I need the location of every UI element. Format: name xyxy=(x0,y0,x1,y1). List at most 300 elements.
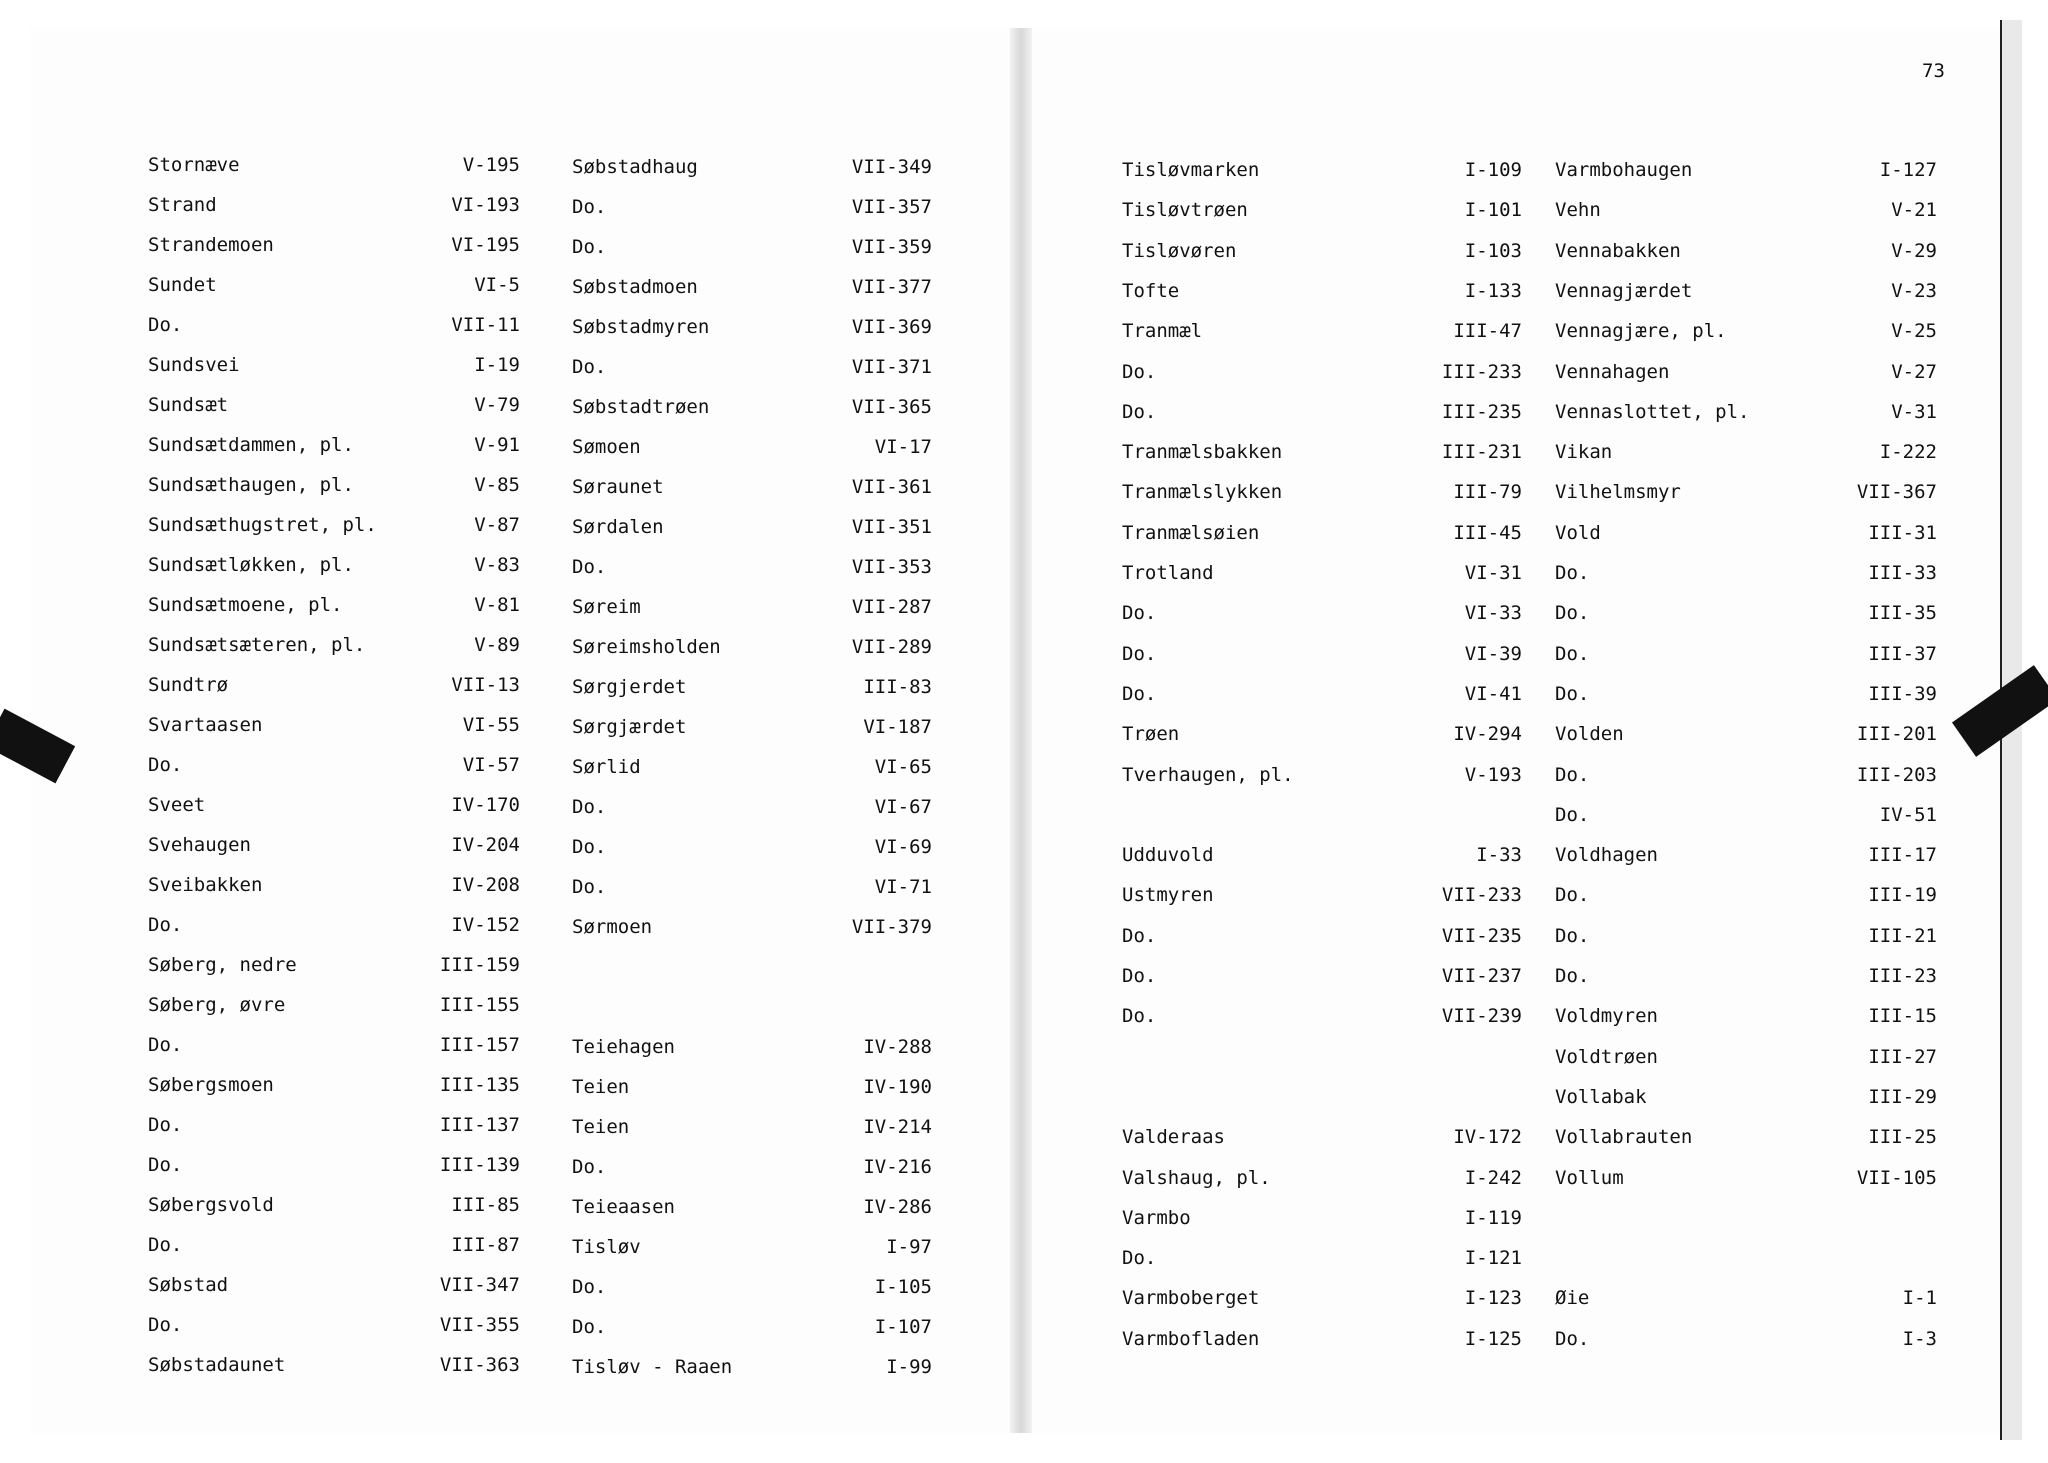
index-entry xyxy=(1122,1203,1522,1233)
volume-page-ref: I-125 xyxy=(1464,1327,1522,1350)
place-name: Sundsætdammen, pl. xyxy=(148,434,354,456)
index-entry xyxy=(572,552,932,582)
place-name: Varmbofladen xyxy=(1122,1327,1260,1350)
place-name: Do. xyxy=(572,876,607,898)
place-name: Trøen xyxy=(1122,723,1180,746)
volume-page-ref: I-99 xyxy=(886,1356,932,1378)
index-entry xyxy=(1555,1283,1937,1313)
index-entry xyxy=(1555,1243,1937,1273)
volume-page-ref: VI-41 xyxy=(1464,682,1522,705)
volume-page-ref: III-37 xyxy=(1868,642,1937,665)
place-name: Do. xyxy=(572,196,607,218)
volume-page-ref: I-1 xyxy=(1902,1287,1937,1310)
index-entry xyxy=(1555,1324,1937,1354)
volume-page-ref: III-203 xyxy=(1856,763,1937,786)
volume-page-ref: I-242 xyxy=(1464,1166,1522,1189)
volume-page-ref: III-45 xyxy=(1453,521,1522,544)
index-entry xyxy=(148,590,520,620)
volume-page-ref: I-222 xyxy=(1879,441,1937,464)
place-name: Søreim xyxy=(572,596,641,618)
volume-page-ref: VII-357 xyxy=(851,196,932,218)
index-entry xyxy=(1555,1122,1937,1152)
index-entry xyxy=(572,312,932,342)
index-entry xyxy=(1122,518,1522,548)
volume-page-ref: I-119 xyxy=(1464,1206,1522,1229)
index-entry xyxy=(1122,1042,1522,1072)
volume-page-ref: IV-190 xyxy=(863,1076,932,1098)
place-name: Do. xyxy=(148,1034,183,1056)
index-entry xyxy=(1555,518,1937,548)
index-entry xyxy=(1122,719,1522,749)
index-entry xyxy=(1555,760,1937,790)
volume-page-ref: III-19 xyxy=(1868,884,1937,907)
place-name: Søbstadtrøen xyxy=(572,396,710,418)
place-name: Sømoen xyxy=(572,436,641,458)
volume-page-ref: V-91 xyxy=(474,434,520,456)
index-entry xyxy=(1122,1122,1522,1152)
place-name: Do. xyxy=(1122,360,1157,383)
volume-page-ref: VII-351 xyxy=(851,516,932,538)
place-name: Do. xyxy=(148,1314,183,1336)
index-entry xyxy=(148,230,520,260)
volume-page-ref: III-47 xyxy=(1453,320,1522,343)
volume-page-ref: VI-31 xyxy=(1464,562,1522,584)
volume-page-ref: I-121 xyxy=(1464,1247,1522,1270)
index-entry xyxy=(1122,236,1522,266)
volume-page-ref: IV-204 xyxy=(451,834,520,856)
place-name: Do. xyxy=(1555,562,1590,584)
volume-page-ref: III-25 xyxy=(1868,1126,1937,1149)
place-name: Do. xyxy=(1555,763,1590,786)
place-name: Sundtrø xyxy=(148,674,229,696)
volume-page-ref: VII-379 xyxy=(851,916,932,938)
index-entry xyxy=(572,992,932,1022)
volume-page-ref: VI-5 xyxy=(474,274,520,296)
place-name: Vold xyxy=(1555,521,1601,544)
index-entry xyxy=(572,432,932,462)
place-name: Sundsvei xyxy=(148,354,240,376)
place-name: Tranmælsbakken xyxy=(1122,441,1283,464)
place-name: Vennaslottet, pl. xyxy=(1555,400,1750,423)
volume-page-ref: VII-233 xyxy=(1441,884,1522,907)
volume-page-ref: V-79 xyxy=(474,394,520,416)
index-entry xyxy=(148,1230,520,1260)
place-name: Do. xyxy=(1555,803,1590,826)
index-entry xyxy=(572,152,932,182)
place-name: Svehaugen xyxy=(148,834,251,856)
index-entry xyxy=(572,912,932,942)
volume-page-ref: III-33 xyxy=(1868,562,1937,584)
place-name: Do. xyxy=(1122,642,1157,665)
volume-page-ref: V-193 xyxy=(1464,763,1522,786)
volume-page-ref: IV-288 xyxy=(863,1036,932,1058)
place-name: Sveet xyxy=(148,794,206,816)
volume-page-ref: IV-208 xyxy=(451,874,520,896)
place-name: Sundsætløkken, pl. xyxy=(148,554,354,576)
index-entry xyxy=(1555,679,1937,709)
index-entry xyxy=(148,710,520,740)
place-name: Tranmælsøien xyxy=(1122,521,1260,544)
volume-page-ref: VII-289 xyxy=(851,636,932,658)
volume-page-ref: III-83 xyxy=(863,676,932,698)
place-name: Sørgjerdet xyxy=(572,676,687,698)
place-name: Do. xyxy=(148,314,183,336)
volume-page-ref: I-97 xyxy=(886,1236,932,1258)
place-name: Øie xyxy=(1555,1287,1590,1310)
place-name: Do. xyxy=(1555,1327,1590,1350)
place-name: Vikan xyxy=(1555,441,1613,464)
volume-page-ref: III-137 xyxy=(439,1114,520,1136)
volume-page-ref: I-109 xyxy=(1464,159,1522,181)
index-entry xyxy=(148,430,520,460)
place-name: Do. xyxy=(148,754,183,776)
volume-page-ref: VII-237 xyxy=(1441,965,1522,987)
place-name: Svartaasen xyxy=(148,714,263,736)
volume-page-ref: VII-367 xyxy=(1856,481,1937,504)
volume-page-ref: III-231 xyxy=(1441,441,1522,464)
volume-page-ref: V-23 xyxy=(1891,279,1937,302)
volume-page-ref: V-31 xyxy=(1891,400,1937,423)
place-name: Varmboberget xyxy=(1122,1287,1260,1310)
place-name: Søbergsvold xyxy=(148,1194,274,1216)
volume-page-ref: VII-13 xyxy=(451,674,520,696)
place-name: Tisløvtrøen xyxy=(1122,199,1248,222)
place-name: Teien xyxy=(572,1076,630,1098)
index-entry xyxy=(148,190,520,220)
place-name: Søreimsholden xyxy=(572,636,721,658)
index-entry xyxy=(1555,840,1937,870)
volume-page-ref: I-105 xyxy=(874,1276,932,1298)
volume-page-ref: VI-193 xyxy=(451,194,520,216)
index-entry xyxy=(572,1112,932,1142)
volume-page-ref: V-29 xyxy=(1891,239,1937,262)
place-name: Søbstadhaug xyxy=(572,156,698,178)
place-name: Teieaasen xyxy=(572,1196,675,1218)
place-name: Sundsæthaugen, pl. xyxy=(148,474,354,496)
place-name: Varmbo xyxy=(1122,1206,1191,1229)
volume-page-ref: VI-55 xyxy=(462,714,520,736)
index-entry xyxy=(1555,1203,1937,1233)
index-entry xyxy=(1122,1283,1522,1313)
index-entry xyxy=(1122,760,1522,790)
index-entry xyxy=(148,990,520,1020)
index-entry xyxy=(572,232,932,262)
place-name: Do. xyxy=(148,914,183,936)
volume-page-ref: V-195 xyxy=(462,154,520,176)
place-name: Ustmyren xyxy=(1122,884,1214,907)
place-name: Do. xyxy=(148,1114,183,1136)
place-name: Vollabak xyxy=(1555,1085,1647,1108)
volume-page-ref: VI-57 xyxy=(462,754,520,776)
index-entry xyxy=(148,870,520,900)
place-name: Do. xyxy=(1122,682,1157,705)
place-name: Strand xyxy=(148,194,217,216)
place-name: Do. xyxy=(1122,965,1157,987)
place-name: Teien xyxy=(572,1116,630,1138)
volume-page-ref: IV-51 xyxy=(1879,803,1937,826)
volume-page-ref: VI-187 xyxy=(863,716,932,738)
volume-page-ref: I-103 xyxy=(1464,239,1522,262)
index-entry xyxy=(1122,1082,1522,1112)
index-entry xyxy=(1122,598,1522,628)
place-name: Sørlid xyxy=(572,756,641,778)
place-name: Søraunet xyxy=(572,476,664,498)
index-entry xyxy=(1122,679,1522,709)
volume-page-ref: I-123 xyxy=(1464,1287,1522,1310)
place-name: Vollum xyxy=(1555,1166,1624,1189)
volume-page-ref: VII-235 xyxy=(1441,924,1522,947)
index-entry xyxy=(572,1272,932,1302)
place-name: Do. xyxy=(1555,682,1590,705)
volume-page-ref: III-233 xyxy=(1441,360,1522,383)
place-name: Vehn xyxy=(1555,199,1601,222)
index-entry xyxy=(1555,155,1937,185)
place-name: Søberg, nedre xyxy=(148,954,297,976)
volume-page-ref: III-235 xyxy=(1441,400,1522,423)
place-name: Sundsæt xyxy=(148,394,229,416)
index-entry xyxy=(148,510,520,540)
volume-page-ref: IV-172 xyxy=(1453,1126,1522,1149)
index-entry xyxy=(1122,961,1522,991)
volume-page-ref: III-201 xyxy=(1856,723,1937,746)
volume-page-ref: VII-105 xyxy=(1856,1166,1937,1189)
index-entry xyxy=(1122,357,1522,387)
index-entry xyxy=(148,790,520,820)
volume-page-ref: VII-347 xyxy=(439,1274,520,1296)
place-name: Do. xyxy=(572,1156,607,1178)
volume-page-ref: I-3 xyxy=(1902,1327,1937,1350)
volume-page-ref: I-101 xyxy=(1464,199,1522,222)
volume-page-ref: I-133 xyxy=(1464,279,1522,302)
index-entry xyxy=(572,1352,932,1382)
volume-page-ref: III-27 xyxy=(1868,1045,1937,1068)
index-entry xyxy=(148,350,520,380)
index-entry xyxy=(148,1070,520,1100)
index-entry xyxy=(148,750,520,780)
index-entry xyxy=(572,712,932,742)
index-entry xyxy=(1122,195,1522,225)
index-entry xyxy=(148,470,520,500)
index-entry xyxy=(1555,1163,1937,1193)
place-name: Sørgjærdet xyxy=(572,716,687,738)
place-name: Stornæve xyxy=(148,154,240,176)
place-name: Do. xyxy=(1555,642,1590,665)
volume-page-ref: VII-371 xyxy=(851,356,932,378)
place-name: Vennabakken xyxy=(1555,239,1681,262)
volume-page-ref: VII-11 xyxy=(451,314,520,336)
index-entry xyxy=(1122,1324,1522,1354)
place-name: Tranmælslykken xyxy=(1122,481,1283,504)
place-name: Do. xyxy=(1555,965,1590,987)
place-name: Sundsætsæteren, pl. xyxy=(148,634,366,656)
volume-page-ref: V-27 xyxy=(1891,360,1937,383)
index-entry xyxy=(1555,357,1937,387)
volume-page-ref: III-87 xyxy=(451,1234,520,1256)
index-entry xyxy=(148,310,520,340)
index-entry xyxy=(572,472,932,502)
index-entry xyxy=(148,630,520,660)
index-entry xyxy=(572,592,932,622)
place-name: Sundsætmoene, pl. xyxy=(148,594,343,616)
volume-page-ref: VII-365 xyxy=(851,396,932,418)
index-entry xyxy=(572,352,932,382)
index-entry xyxy=(148,1350,520,1380)
place-name: Sveibakken xyxy=(148,874,263,896)
page-number: 73 xyxy=(1922,60,1945,82)
place-name: Tverhaugen, pl. xyxy=(1122,763,1294,786)
volume-page-ref: V-85 xyxy=(474,474,520,496)
volume-page-ref: IV-152 xyxy=(451,914,520,936)
place-name: Do. xyxy=(1122,400,1157,423)
index-entry xyxy=(1555,477,1937,507)
index-entry xyxy=(1122,397,1522,427)
volume-page-ref: III-157 xyxy=(439,1034,520,1056)
place-name: Vennagjærdet xyxy=(1555,279,1693,302)
index-entry xyxy=(1122,276,1522,306)
index-entry xyxy=(148,830,520,860)
index-entry xyxy=(148,670,520,700)
index-entry xyxy=(1122,558,1522,588)
place-name: Valderaas xyxy=(1122,1126,1225,1149)
place-name: Tofte xyxy=(1122,279,1180,302)
index-entry xyxy=(1555,961,1937,991)
place-name: Sundsæthugstret, pl. xyxy=(148,514,377,536)
place-name: Do. xyxy=(148,1234,183,1256)
volume-page-ref: I-19 xyxy=(474,354,520,376)
index-entry xyxy=(572,1192,932,1222)
place-name: Do. xyxy=(572,236,607,258)
index-entry xyxy=(572,512,932,542)
place-name: Sørdalen xyxy=(572,516,664,538)
index-entry xyxy=(572,792,932,822)
place-name: Vennagjære, pl. xyxy=(1555,320,1727,343)
place-name: Volden xyxy=(1555,723,1624,746)
volume-page-ref: VI-39 xyxy=(1464,642,1522,665)
index-entry xyxy=(1555,236,1937,266)
index-entry xyxy=(148,390,520,420)
index-entry xyxy=(1555,1042,1937,1072)
place-name: Do. xyxy=(1555,602,1590,625)
index-entry xyxy=(572,192,932,222)
index-entry xyxy=(1122,437,1522,467)
place-name: Søbstadmyren xyxy=(572,316,710,338)
index-entry xyxy=(1122,316,1522,346)
index-entry xyxy=(572,752,932,782)
index-entry xyxy=(148,1190,520,1220)
index-entry xyxy=(1122,155,1522,185)
index-entry xyxy=(1122,477,1522,507)
volume-page-ref: III-155 xyxy=(439,994,520,1016)
place-name: Tisløvmarken xyxy=(1122,159,1260,181)
place-name: Voldmyren xyxy=(1555,1005,1658,1028)
volume-page-ref: III-15 xyxy=(1868,1005,1937,1028)
volume-page-ref: I-33 xyxy=(1476,844,1522,867)
place-name: Do. xyxy=(572,1316,607,1338)
place-name: Søberg, øvre xyxy=(148,994,286,1016)
volume-page-ref: III-79 xyxy=(1453,481,1522,504)
index-entry xyxy=(148,270,520,300)
place-name: Do. xyxy=(572,1276,607,1298)
volume-page-ref: VII-239 xyxy=(1441,1005,1522,1028)
place-name: Do. xyxy=(1555,924,1590,947)
place-name: Do. xyxy=(572,796,607,818)
index-entry xyxy=(1555,880,1937,910)
volume-page-ref: IV-216 xyxy=(863,1156,932,1178)
index-entry xyxy=(1122,880,1522,910)
place-name: Voldtrøen xyxy=(1555,1045,1658,1068)
volume-page-ref: V-83 xyxy=(474,554,520,576)
index-entry xyxy=(148,1150,520,1180)
index-entry xyxy=(1555,1001,1937,1031)
volume-page-ref: III-23 xyxy=(1868,965,1937,987)
index-entry xyxy=(572,632,932,662)
place-name: Tisløv xyxy=(572,1236,641,1258)
volume-page-ref: VI-17 xyxy=(874,436,932,458)
place-name: Do. xyxy=(1122,1005,1157,1028)
index-entry xyxy=(1122,1001,1522,1031)
place-name: Søbstadmoen xyxy=(572,276,698,298)
volume-page-ref: V-81 xyxy=(474,594,520,616)
volume-page-ref: III-135 xyxy=(439,1074,520,1096)
index-entry xyxy=(1122,921,1522,951)
index-entry xyxy=(1555,800,1937,830)
index-entry xyxy=(148,150,520,180)
place-name: Vennahagen xyxy=(1555,360,1670,383)
volume-page-ref: V-25 xyxy=(1891,320,1937,343)
place-name: Do. xyxy=(1122,1247,1157,1270)
place-name: Tisløvøren xyxy=(1122,239,1237,262)
index-entry xyxy=(148,550,520,580)
volume-page-ref: VI-195 xyxy=(451,234,520,256)
volume-page-ref: III-139 xyxy=(439,1154,520,1176)
place-name: Do. xyxy=(1555,884,1590,907)
place-name: Vollabrauten xyxy=(1555,1126,1693,1149)
index-entry xyxy=(1555,639,1937,669)
place-name: Søbstad xyxy=(148,1274,229,1296)
place-name: Do. xyxy=(572,836,607,858)
volume-page-ref: IV-214 xyxy=(863,1116,932,1138)
place-name: Valshaug, pl. xyxy=(1122,1166,1271,1189)
index-entry xyxy=(1555,598,1937,628)
place-name: Do. xyxy=(572,556,607,578)
index-entry xyxy=(572,1032,932,1062)
volume-page-ref: VI-71 xyxy=(874,876,932,898)
volume-page-ref: VII-377 xyxy=(851,276,932,298)
index-entry xyxy=(148,1030,520,1060)
index-entry xyxy=(572,1232,932,1262)
volume-page-ref: VI-65 xyxy=(874,756,932,778)
index-entry xyxy=(148,1270,520,1300)
index-entry xyxy=(1122,639,1522,669)
index-entry xyxy=(572,392,932,422)
volume-page-ref: VII-353 xyxy=(851,556,932,578)
index-entry xyxy=(148,950,520,980)
volume-page-ref: V-21 xyxy=(1891,199,1937,222)
volume-page-ref: I-127 xyxy=(1879,159,1937,181)
volume-page-ref: VII-349 xyxy=(851,156,932,178)
place-name: Tranmæl xyxy=(1122,320,1203,343)
volume-page-ref: IV-294 xyxy=(1453,723,1522,746)
place-name: Søbergsmoen xyxy=(148,1074,274,1096)
index-entry xyxy=(148,1110,520,1140)
place-name: Vilhelmsmyr xyxy=(1555,481,1681,504)
volume-page-ref: IV-286 xyxy=(863,1196,932,1218)
index-entry xyxy=(572,272,932,302)
index-entry xyxy=(1122,1163,1522,1193)
volume-page-ref: IV-170 xyxy=(451,794,520,816)
index-entry xyxy=(1555,719,1937,749)
volume-page-ref: III-39 xyxy=(1868,682,1937,705)
